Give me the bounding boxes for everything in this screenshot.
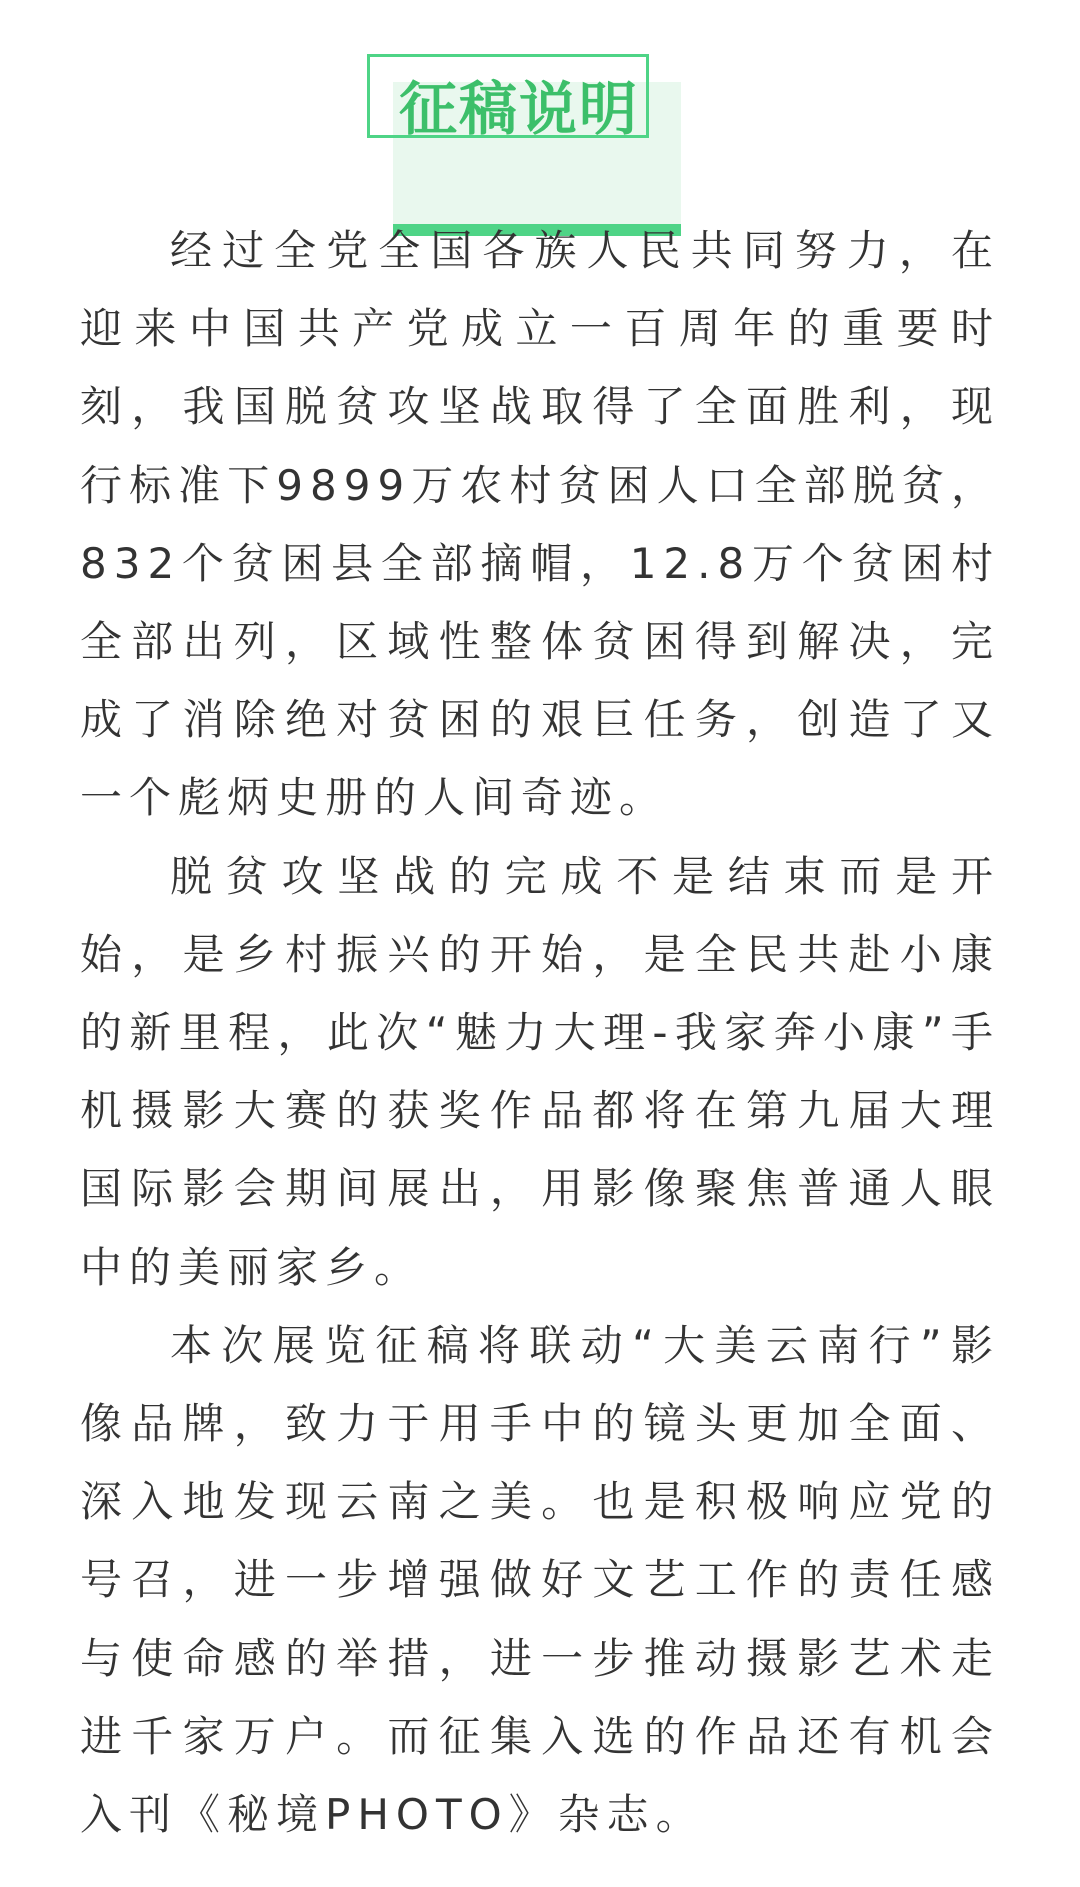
paragraph-1: 经过全党全国各族人民共同努力，在迎来中国共产党成立一百周年的重要时刻，我国脱贫攻坚战取得了全面胜利，现行标准下9899万农村贫困人口全部脱贫，832个贫困县全部摘帽，12.8万个贫困村全部出列，区域性整体贫困得到解决，完成了消除绝对贫困的艰巨任务，创造了又一个彪炳史册的人间奇迹。 bbox=[80, 226, 1000, 823]
paragraph-2: 脱贫攻坚战的完成不是结束而是开始，是乡村振兴的开始，是全民共赴小康的新里程，此次“魅力大理-我家奔小康”手机摄影大赛的获奖作品都将在第九届大理国际影会期间展出，用影像聚焦普通人眼中的美丽家乡。 bbox=[80, 851, 1000, 1292]
section-title: 征稿说明 bbox=[399, 75, 640, 143]
section-title-block bbox=[363, 54, 683, 184]
article-body bbox=[80, 212, 1000, 1854]
paragraph-3: 本次展览征稿将联动“大美云南行”影像品牌，致力于用手中的镜头更加全面、深入地发现云南之美。也是积极响应党的号召，进一步增强做好文艺工作的责任感与使命感的举措，进一步推动摄影艺术走进千家万户。而征集入选的作品还有机会入刊《秘境PHOTO》杂志。 bbox=[80, 1320, 1000, 1840]
